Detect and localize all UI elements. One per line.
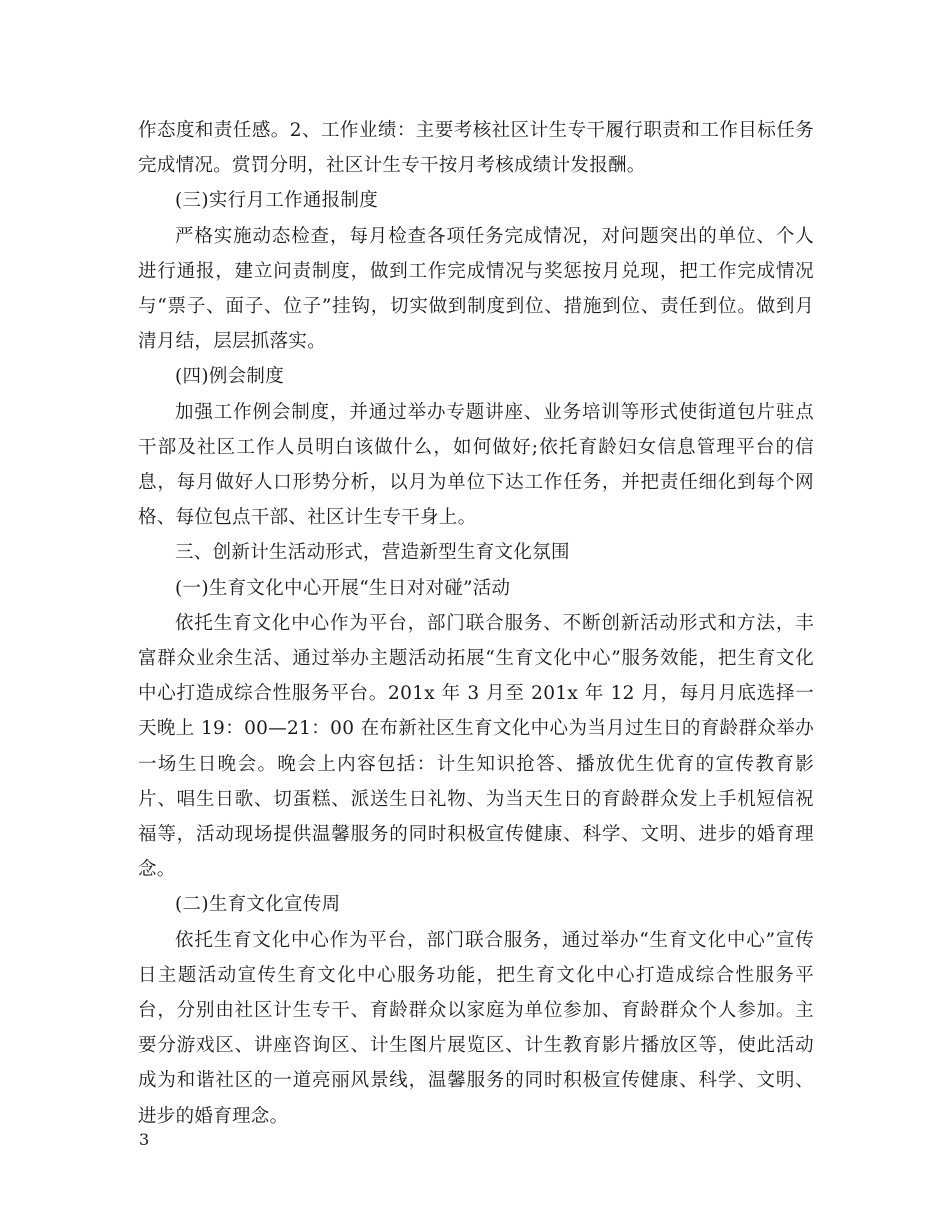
section-heading: (三)实行月工作通报制度 bbox=[175, 190, 379, 212]
section-heading: (二)生育文化宣传周 bbox=[175, 894, 341, 916]
paragraph: 依托生育文化中心作为平台，部门联合服务、不断创新活动形式和方法，丰富群众业余生活、通过举办主题活动拓展“生育文化中心”服务效能，把生育文化中心打造成综合性服务平台。201x 年 3 月至 201x 年 12 月，每月月底选择一天晚上 19：00—21：00 在布新社区生育文化中心为当月过生日的育龄群众举办一场生日晚会。晚会上内容包括：计生知识抢答、播放优生优育的宣传教育影片、唱生日歌、切蛋糕、派送生日礼物、为当天生日的育龄群众发上手机短信祝福等，活动现场提供温馨服务的同时积极宣传健康、科学、文明、进步的婚育理念。 bbox=[138, 612, 814, 881]
page-number: 3 bbox=[139, 1130, 150, 1149]
paragraph: 严格实施动态检查，每月检查各项任务完成情况，对问题突出的单位、个人进行通报，建立问责制度，做到工作完成情况与奖惩按月兑现，把工作完成情况与“票子、面子、位子”挂钩，切实做到制度到位、措施到位、责任到位。做到月清月结，层层抓落实。 bbox=[138, 225, 814, 353]
paragraph: 作态度和责任感。2、工作业绩：主要考核社区计生专干履行职责和工作目标任务完成情况。赏罚分明，社区计生专干按月考核成绩计发报酬。 bbox=[138, 120, 814, 177]
paragraph: 依托生育文化中心作为平台，部门联合服务，通过举办“生育文化中心”宣传日主题活动宣传生育文化中心服务功能，把生育文化中心打造成综合性服务平台，分别由社区计生专干、育龄群众以家庭为单位参加、育龄群众个人参加。主要分游戏区、讲座咨询区、计生图片展览区、计生教育影片播放区等，使此活动成为和谐社区的一道亮丽风景线，温馨服务的同时积极宣传健康、科学、文明、进步的婚育理念。 bbox=[138, 929, 814, 1127]
document-body bbox=[138, 113, 814, 1134]
chapter-heading: 三、创新计生活动形式，营造新型生育文化氛围 bbox=[175, 542, 570, 564]
paragraph: 加强工作例会制度，并通过举办专题讲座、业务培训等形式使街道包片驻点干部及社区工作人员明白该做什么，如何做好;依托育龄妇女信息管理平台的信息，每月做好人口形势分析，以月为单位下达工作任务，并把责任细化到每个网格、每位包点干部、社区计生专干身上。 bbox=[138, 401, 814, 529]
section-heading: (一)生育文化中心开展“生日对对碰”活动 bbox=[175, 577, 511, 599]
section-heading: (四)例会制度 bbox=[175, 366, 285, 388]
